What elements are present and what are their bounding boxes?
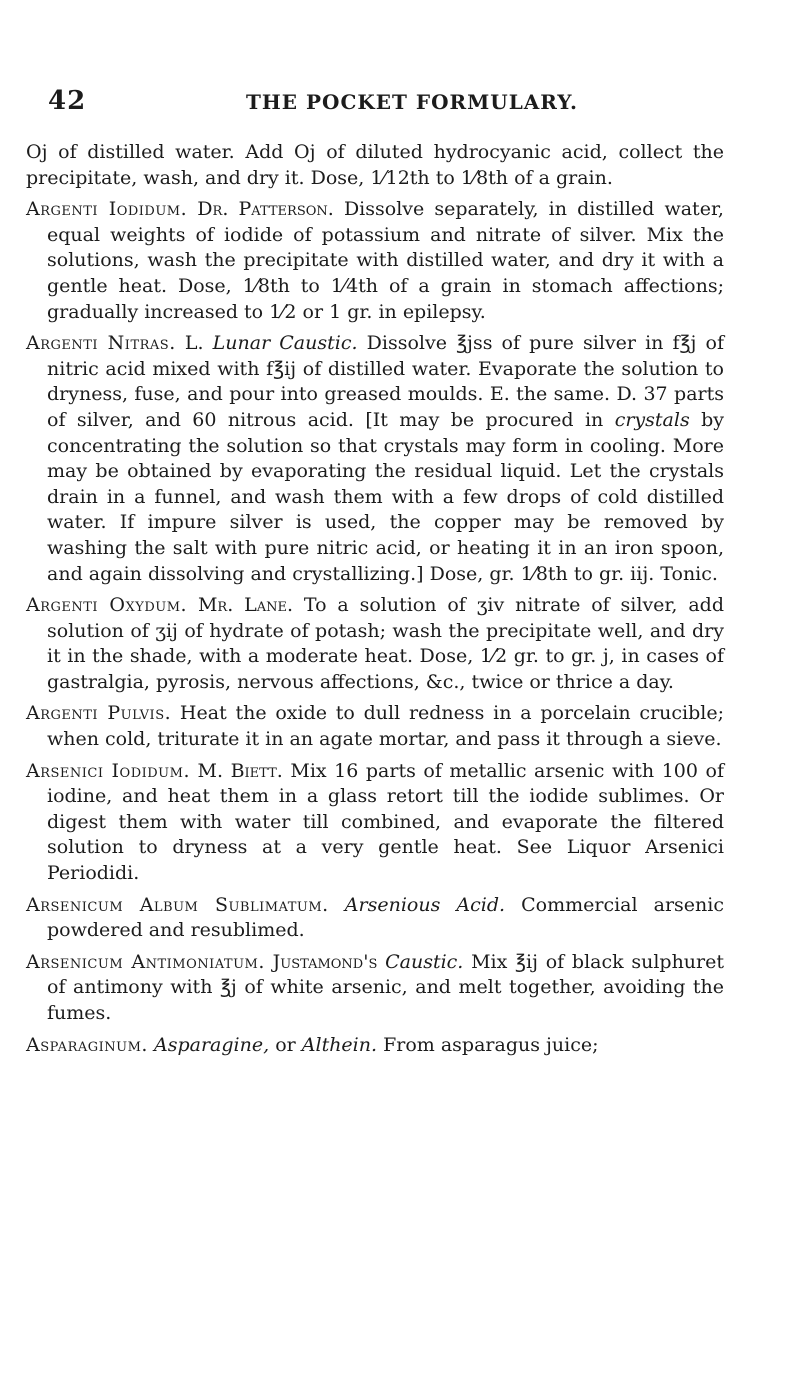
entry-authority: Dr. Patterson. [197,198,334,221]
entry-title: Argenti Pulvis. [26,702,172,725]
entry-subtitle: Lunar Caustic. [212,332,358,355]
page-header [48,86,766,116]
entry-text-continued: by concentrating the solution so that crystals may form in cooling. More may be obtained by evaporating the residual liquid. Let the crystals drain in a funnel, and wash them with a few drops of cold distilled water. If impure silver is used, the copper may be removed by washing the salt with pure nitric acid, or heating it in an iron spoon, and again dissolving and crystallizing.] Dose, gr. 1⁄8th to gr. iij. Tonic. [47,408,724,585]
entry-text: Mix 16 parts of metallic arsenic with 100 of iodine, and heat them in a glass retort till the iodide sublimes. Or digest them with water till combined, and evaporate the filtered solution to dryness at a very gentle heat. See Liquor Arsenici Periodidi. [47,759,724,885]
page-body [26,140,724,1064]
entry-authority: M. Biett. [197,759,283,782]
entry-text: Oj of distilled water. Add Oj of diluted hydrocyanic acid, collect the precipitate, wash, and dry it. Dose, 1⁄12th to 1⁄8th of a grain. [26,141,724,189]
entry-arsenicum-antimoniatum [26,950,724,1027]
entry-authority: Mr. Lane. [197,594,294,617]
entry-continuation [26,140,724,191]
entry-title: Arsenicum Antimoniatum. [26,950,265,973]
entry-argenti-pulvis [26,701,724,752]
entry-subtitle: Asparagine, [154,1033,270,1056]
entry-text: Dissolve separately, in distilled water, equal weights of iodide of potassium and nitrate of silver. Mix the solutions, wash the precipitate with distilled water, and dry it with a gentle heat. Dose, 1⁄8th to 1⁄4th of a grain in stomach affections; gradually increased to 1⁄2 or 1 gr. in epilepsy. [47,198,724,323]
entry-arsenici-iodidum [26,759,724,887]
entry-title: Argenti Nitras. [26,332,176,355]
entry-text: Dissolve ℥jss of pure silver in f℥j of nitric acid mixed with f℥ij of distilled water. Evaporate the solution to dryness, fuse, and pour into greased moulds. E. the same. D. 37 parts of silver, and 60 nitrous acid. [It may be procured in [47,332,724,431]
entry-text: Commercial arsenic powdered and resublimed. [47,893,724,942]
entry-italic-word: crystals [614,408,690,431]
entry-subtitle: Arsenious Acid. [344,893,506,916]
entry-text: Heat the oxide to dull redness in a porcelain crucible; when cold, triturate it in an agate mortar, and pass it through a sieve. [47,702,724,751]
entry-title: Arsenici Iodidum. [26,759,190,782]
entry-title: Arsenicum Album Sublimatum. [26,893,329,916]
entry-asparaginum [26,1033,724,1059]
page-number: 42 [48,86,87,116]
entry-text: Mix ℥ij of black sulphuret of antimony with ℥j of white arsenic, and melt together, avoiding the fumes. [47,950,725,1024]
entry-connector: or [275,1033,296,1056]
entry-text: To a solution of ʒiv nitrate of silver, add solution of ʒij of hydrate of potash; wash the precipitate well, and dry it in the shade, with a moderate heat. Dose, 1⁄2 gr. to gr. j, in cases of gastralgia, pyrosis, nervous affections, &c., twice or thrice a day. [47,594,724,693]
entry-title: Asparaginum. [26,1033,148,1056]
entry-title: Argenti Oxydum. [26,594,188,617]
entry-subtitle: Caustic. [385,950,464,973]
entry-subtitle-alt: Althein. [301,1033,378,1056]
entry-title: Argenti Iodidum. [26,198,188,221]
running-head: THE POCKET FORMULARY. [246,90,578,114]
entry-argenti-nitras [26,331,724,587]
entry-argenti-iodidum [26,197,724,325]
entry-authority: L. [184,332,204,355]
entry-text: From asparagus juice; [383,1033,599,1056]
entry-arsenicum-album [26,893,724,944]
entry-authority: Justamond's [272,950,378,973]
entry-argenti-oxydum [26,593,724,695]
